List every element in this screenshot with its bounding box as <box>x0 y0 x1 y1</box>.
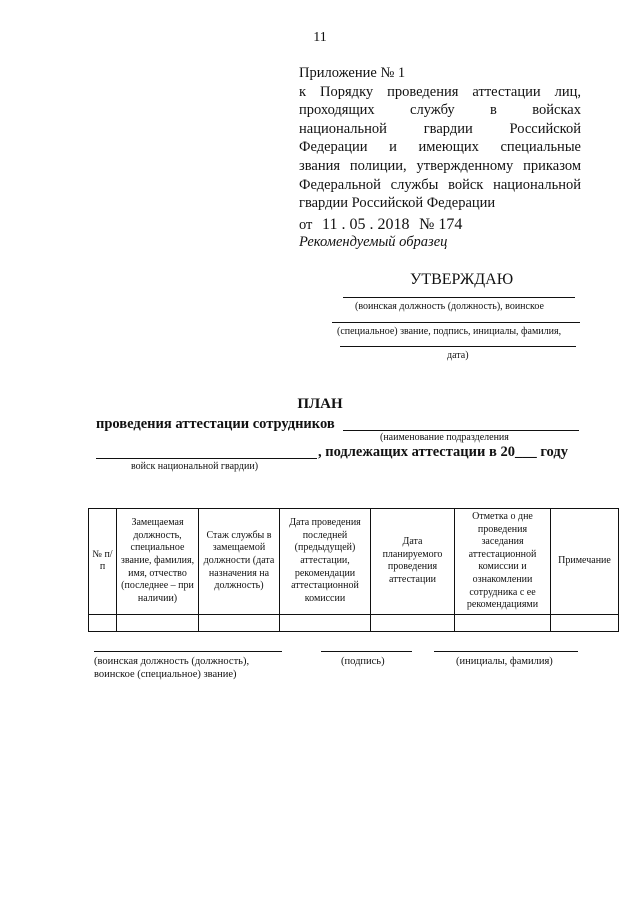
plan-line-1: проведения аттестации сотрудников <box>96 416 335 432</box>
appendix-line: гвардии Российской Федерации <box>299 195 496 212</box>
approve-line-3 <box>340 346 576 347</box>
col-header-planned-date: Дата планируемого проведения аттестации <box>371 509 455 615</box>
plan-table <box>88 508 619 632</box>
appendix-line: проходящих службу в войсках <box>299 102 581 119</box>
page-number: 11 <box>313 30 327 45</box>
table-row <box>89 614 619 631</box>
signature-position-caption-2: воинское (специальное) звание) <box>94 669 237 680</box>
signature-position-caption-1: (воинская должность (должность), <box>94 656 250 667</box>
plan-title: ПЛАН <box>297 396 343 412</box>
approve-line-1 <box>343 297 575 298</box>
table-cell[interactable] <box>199 614 280 631</box>
col-header-note: Примечание <box>551 509 619 615</box>
appendix-line: Федеральной службы войск национальной <box>299 176 581 193</box>
troops-name-line <box>96 458 317 459</box>
col-header-meeting-mark: Отметка о дне проведения заседания аттестационной комиссии и ознакомлении сотрудника с ее рекомендациями <box>455 509 551 615</box>
signature-name-line <box>434 651 578 652</box>
date-prefix: от <box>299 216 313 233</box>
appendix-line: к Порядку проведения аттестации лиц, <box>299 83 581 100</box>
table-cell[interactable] <box>117 614 199 631</box>
table-cell[interactable] <box>89 614 117 631</box>
approve-line-2 <box>332 322 580 323</box>
col-header-service-length: Стаж службы в замещаемой должности (дата назначения на должность) <box>199 509 280 615</box>
order-number: № 174 <box>419 215 463 233</box>
signature-line <box>321 651 412 652</box>
table-cell[interactable] <box>280 614 371 631</box>
approve-caption-1: (воинская должность (должность), воинское <box>355 301 544 312</box>
appendix-block <box>299 64 581 234</box>
appendix-line: национальной гвардии Российской <box>299 120 581 137</box>
appendix-date-row <box>299 216 581 235</box>
approve-caption-2: (специальное) звание, подпись, инициалы, фамилия, <box>337 326 562 337</box>
col-header-position: Замещаемая должность, специальное звание, фамилия, имя, отчество (последнее – при наличии) <box>117 509 199 615</box>
appendix-title: Приложение № 1 <box>299 65 406 81</box>
troops-caption: войск национальной гвардии) <box>131 461 259 472</box>
recommended-sample: Рекомендуемый образец <box>299 234 448 250</box>
table-cell[interactable] <box>551 614 619 631</box>
signature-position-line <box>94 651 282 652</box>
col-header-last-attestation: Дата проведения последней (предыдущей) аттестации, рекомендации аттестационной комиссии <box>280 509 371 615</box>
table-cell[interactable] <box>455 614 551 631</box>
subdivision-caption: (наименование подразделения <box>380 432 509 443</box>
approve-caption-3: дата) <box>447 350 469 361</box>
col-header-number: № п/п <box>89 509 117 615</box>
plan-line-2: , подлежащих аттестации в 20___ году <box>318 444 568 460</box>
approve-title: УТВЕРЖДАЮ <box>410 271 514 288</box>
appendix-line: Федерации и имеющих специальные <box>299 139 581 156</box>
table-header-row <box>89 509 619 615</box>
signature-caption: (подпись) <box>341 656 385 667</box>
subdivision-name-line <box>343 430 579 431</box>
order-date: 11 . 05 . 2018 <box>322 215 410 233</box>
name-caption: (инициалы, фамилия) <box>456 656 553 667</box>
table-cell[interactable] <box>371 614 455 631</box>
appendix-line: звания полиции, утвержденному приказом <box>299 157 581 174</box>
